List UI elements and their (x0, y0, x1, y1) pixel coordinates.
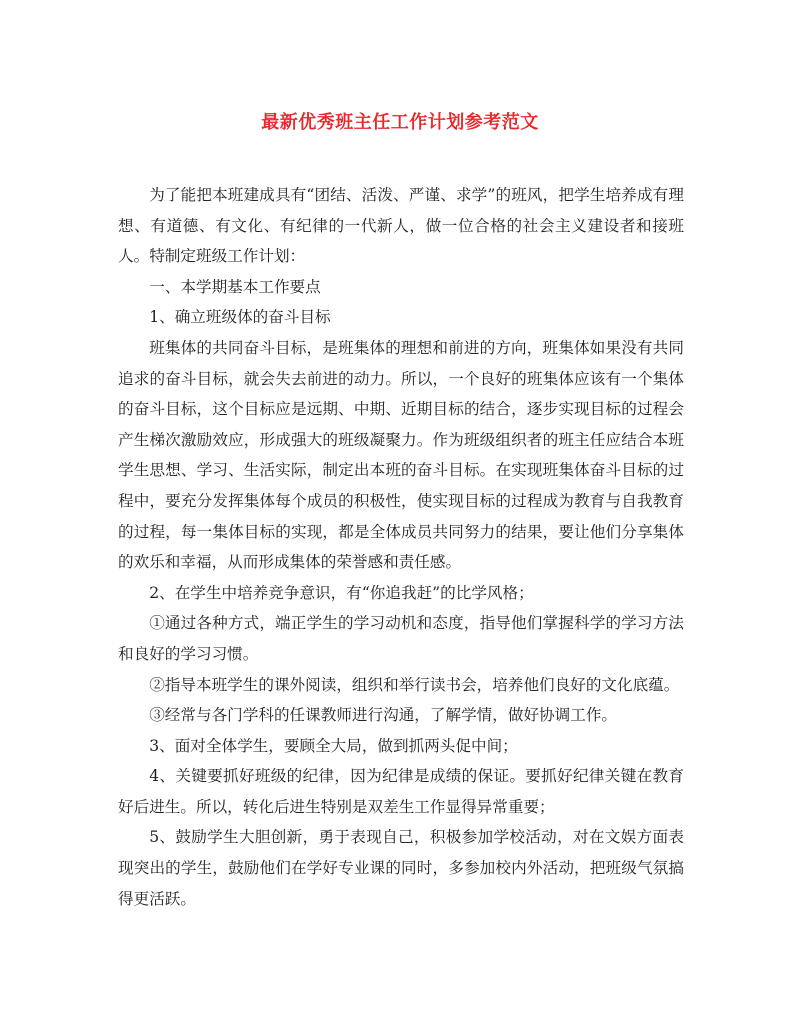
list-item-2: ②指导本班学生的课外阅读，组织和举行读书会，培养他们良好的文化底蕴。 (149, 675, 680, 694)
subheading-5: 5、鼓励学生大胆创新，勇于表现自己，积极参加学校活动，对在文娱方面表现突出的学生，鼓励他们在学好专业课的同时，多参加校内外活动，把班级气氛搞得更活跃。 (118, 828, 684, 908)
document-title: 最新优秀班主任工作计划参考范文 (261, 112, 539, 133)
subheading-4: 4、关键要抓好班级的纪律，因为纪律是成绩的保证。要抓好纪律关键在教育好后进生。所以，转化后进生特别是双差生工作显得异常重要； (118, 767, 684, 816)
section-heading-1: 一、本学期基本工作要点 (149, 277, 321, 296)
subheading-2: 2、在学生中培养竞争意识，有“你追我赶”的比学风格； (149, 583, 534, 602)
subheading-3: 3、面对全体学生，要顾全大局，做到抓两头促中间； (149, 736, 518, 755)
document-body (118, 180, 684, 914)
list-item-3: ③经常与各门学科的任课教师进行沟通，了解学情，做好协调工作。 (149, 706, 618, 725)
list-item-1: ①通过各种方式，端正学生的学习动机和态度，指导他们掌握科学的学习方法和良好的学习习惯。 (118, 614, 684, 663)
paragraph-goal: 班集体的共同奋斗目标，是班集体的理想和前进的方向，班集体如果没有共同追求的奋斗目标，就会失去前进的动力。所以，一个良好的班集体应该有一个集体的奋斗目标，这个目标应是远期、中期、近期目标的结合，逐步实现目标的过程会产生梯次激励效应，形成强大的班级凝聚力。作为班级组织者的班主任应结合本班学生思想、学习、生活实际，制定出本班的奋斗目标。在实现班集体奋斗目标的过程中，要充分发挥集体每个成员的积极性，使实现目标的过程成为教育与自我教育的过程，每一集体目标的实现，都是全体成员共同努力的结果，要让他们分享集体的欢乐和幸福，从而形成集体的荣誉感和责任感。 (118, 338, 684, 572)
subheading-1: 1、确立班级体的奋斗目标 (149, 308, 331, 327)
paragraph-intro: 为了能把本班建成具有“团结、活泼、严谨、求学”的班风，把学生培养成有理想、有道德、有文化、有纪律的一代新人，做一位合格的社会主义建设者和接班人。特制定班级工作计划： (118, 186, 684, 266)
